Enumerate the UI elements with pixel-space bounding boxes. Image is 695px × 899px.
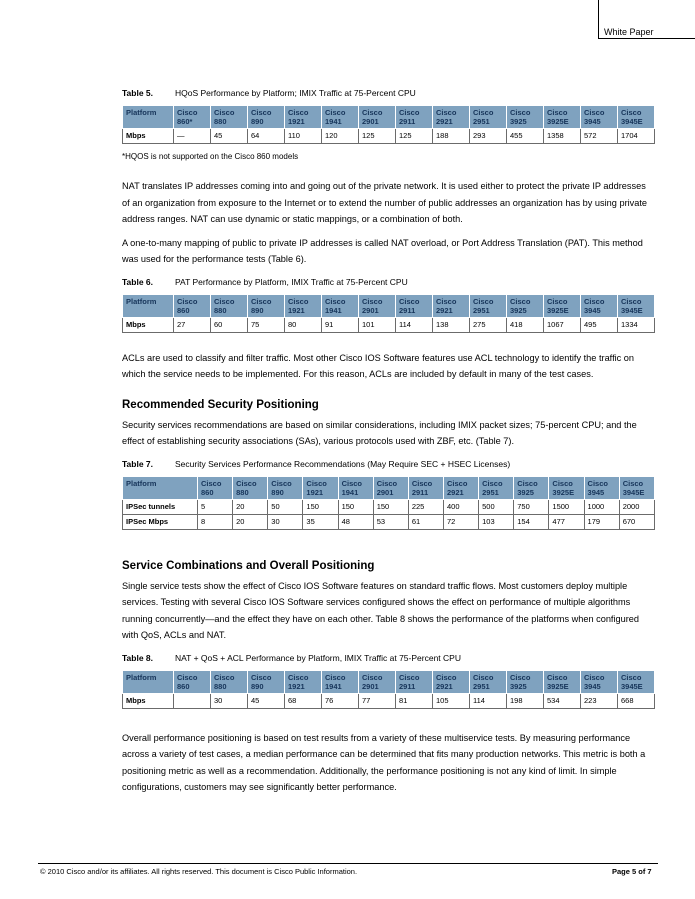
table-cell: 188 <box>433 129 470 144</box>
table-header-row <box>123 476 655 499</box>
row-label: IPSec tunnels <box>123 499 198 514</box>
table-cell: 114 <box>396 317 433 332</box>
column-header: Cisco 1921 <box>303 476 338 499</box>
table-cell: 1334 <box>618 317 655 332</box>
column-header: Cisco 2951 <box>470 106 507 129</box>
column-header: Cisco 3925 <box>514 476 549 499</box>
table-cell: 225 <box>408 499 443 514</box>
table-cell: 50 <box>268 499 303 514</box>
table-cell: 64 <box>248 129 285 144</box>
table-caption <box>122 653 655 663</box>
table-multiservice-performance <box>122 670 655 709</box>
column-header: Cisco 2901 <box>359 294 396 317</box>
table-cell: 179 <box>584 514 619 529</box>
header-divider <box>598 0 599 38</box>
table-cell: 81 <box>396 693 433 708</box>
table-cell: 1067 <box>544 317 581 332</box>
table-cell: 572 <box>581 129 618 144</box>
column-header: Cisco 3945 <box>581 670 618 693</box>
table-row <box>123 514 655 529</box>
table-caption <box>122 459 655 469</box>
column-header: Cisco 2921 <box>433 106 470 129</box>
table-cell: 477 <box>549 514 584 529</box>
table-cell: 293 <box>470 129 507 144</box>
table-cell: 103 <box>479 514 514 529</box>
table-row <box>123 499 655 514</box>
table-cell: 80 <box>285 317 322 332</box>
column-header: Cisco 3925E <box>544 106 581 129</box>
column-header: Cisco 3945E <box>619 476 654 499</box>
table-cell: 8 <box>198 514 233 529</box>
section-heading-combinations: Service Combinations and Overall Positioning <box>122 559 375 572</box>
table-cell: 125 <box>396 129 433 144</box>
row-label: IPSec Mbps <box>123 514 198 529</box>
table-cell: — <box>174 129 211 144</box>
column-header: Cisco 2911 <box>396 294 433 317</box>
paragraph-acl: ACLs are used to classify and filter traffic. Most other Cisco IOS Software features use ACL technology to identify the traffic on which the service needs to be implemented. For this reason, ACLs are included by default in many of the test cases. <box>122 352 635 379</box>
column-header: Cisco 1941 <box>322 106 359 129</box>
footer-page-number: Page 5 of 7 <box>612 867 652 876</box>
header-label: White Paper <box>604 27 654 37</box>
table-cell: 114 <box>470 693 507 708</box>
column-header: Cisco 860 <box>198 476 233 499</box>
table-caption <box>122 277 655 287</box>
column-header: Cisco 2921 <box>433 294 470 317</box>
column-header: Cisco 3945E <box>618 294 655 317</box>
table-cell: 1358 <box>544 129 581 144</box>
table-cell: 27 <box>174 317 211 332</box>
paragraph-security: Security services recommendations are based on similar considerations, including IMIX packet sizes; 75-percent CPU; and the effect of establishing security associations (SAs), various protocols used with ZBF, etc. (Table 7). <box>122 419 637 446</box>
table-row <box>123 693 655 708</box>
table-number: Table 5. <box>122 88 154 98</box>
column-header: Cisco 880 <box>211 670 248 693</box>
table-cell <box>174 693 211 708</box>
table-cell: 61 <box>408 514 443 529</box>
table-caption <box>122 88 655 98</box>
table-cell: 275 <box>470 317 507 332</box>
section-heading-security: Recommended Security Positioning <box>122 398 319 411</box>
table-cell: 45 <box>248 693 285 708</box>
page-header <box>0 0 695 40</box>
table-cell: 534 <box>544 693 581 708</box>
column-header: Cisco 2901 <box>359 106 396 129</box>
table-header-row <box>123 670 655 693</box>
column-header: Cisco 2921 <box>433 670 470 693</box>
column-header-platform: Platform <box>123 670 174 693</box>
table-security-performance <box>122 476 655 530</box>
column-header: Cisco 1921 <box>285 106 322 129</box>
table-cell: 72 <box>443 514 478 529</box>
table-cell: 154 <box>514 514 549 529</box>
table-cell: 45 <box>211 129 248 144</box>
table-hqos-performance <box>122 105 655 144</box>
table-cell: 60 <box>211 317 248 332</box>
column-header-platform: Platform <box>123 294 174 317</box>
column-header: Cisco 2921 <box>443 476 478 499</box>
table-cell: 400 <box>443 499 478 514</box>
table-cell: 198 <box>507 693 544 708</box>
table-cell: 150 <box>303 499 338 514</box>
column-header: Cisco 2901 <box>373 476 408 499</box>
table-cell: 20 <box>233 499 268 514</box>
table-cell: 418 <box>507 317 544 332</box>
column-header: Cisco 3925E <box>549 476 584 499</box>
column-header: Cisco 2901 <box>359 670 396 693</box>
column-header: Cisco 1941 <box>338 476 373 499</box>
table-cell: 30 <box>268 514 303 529</box>
table-cell: 2000 <box>619 499 654 514</box>
table-cell: 76 <box>322 693 359 708</box>
row-label: Mbps <box>123 317 174 332</box>
table-cell: 77 <box>359 693 396 708</box>
table-header-row <box>123 294 655 317</box>
table-cell: 1500 <box>549 499 584 514</box>
table-cell: 91 <box>322 317 359 332</box>
table-cell: 105 <box>433 693 470 708</box>
column-header: Cisco 3945E <box>618 670 655 693</box>
table-title: HQoS Performance by Platform; IMIX Traffic at 75-Percent CPU <box>175 88 416 98</box>
table-cell: 120 <box>322 129 359 144</box>
table-cell: 668 <box>618 693 655 708</box>
table-cell: 68 <box>285 693 322 708</box>
table-cell: 30 <box>211 693 248 708</box>
column-header: Cisco 880 <box>233 476 268 499</box>
column-header-platform: Platform <box>123 476 198 499</box>
table-pat-performance <box>122 294 655 333</box>
table-title: Security Services Performance Recommendations (May Require SEC + HSEC Licenses) <box>175 458 511 469</box>
table-cell: 125 <box>359 129 396 144</box>
column-header: Cisco 3925 <box>507 670 544 693</box>
main-content <box>122 88 655 796</box>
column-header: Cisco 1941 <box>322 670 359 693</box>
row-label: Mbps <box>123 129 174 144</box>
column-header: Cisco 1921 <box>285 670 322 693</box>
column-header: Cisco 2911 <box>408 476 443 499</box>
table-number: Table 7. <box>122 458 154 469</box>
table-cell: 750 <box>514 499 549 514</box>
column-header: Cisco 2911 <box>396 106 433 129</box>
column-header: Cisco 860* <box>174 106 211 129</box>
table-row <box>123 129 655 144</box>
column-header: Cisco 3945 <box>584 476 619 499</box>
table-header-row <box>123 106 655 129</box>
column-header: Cisco 2951 <box>470 294 507 317</box>
table-cell: 138 <box>433 317 470 332</box>
table-cell: 223 <box>581 693 618 708</box>
table-cell: 75 <box>248 317 285 332</box>
column-header: Cisco 3945E <box>618 106 655 129</box>
column-header: Cisco 2911 <box>396 670 433 693</box>
column-header: Cisco 890 <box>248 670 285 693</box>
column-header: Cisco 2951 <box>479 476 514 499</box>
paragraph-nat: NAT translates IP addresses coming into and going out of the private network. It is used either to protect the private IP addresses of an organization from exposure to the Internet or to extend the number of public addresses an organization has by using private address ranges. NAT can use dynamic or static mappings, or a combination of both. <box>122 181 648 224</box>
table-cell: 500 <box>479 499 514 514</box>
column-header: Cisco 2951 <box>470 670 507 693</box>
table-cell: 1000 <box>584 499 619 514</box>
column-header: Cisco 890 <box>248 106 285 129</box>
column-header: Cisco 3925 <box>507 106 544 129</box>
table-cell: 35 <box>303 514 338 529</box>
table-cell: 20 <box>233 514 268 529</box>
table-cell: 53 <box>373 514 408 529</box>
paragraph-pat: A one-to-many mapping of public to private IP addresses is called NAT overload, or Port Address Translation (PAT). This method was used for the performance tests (Table 6). <box>122 237 643 264</box>
header-rule <box>598 38 695 39</box>
table-cell: 670 <box>619 514 654 529</box>
table-row <box>123 317 655 332</box>
column-header: Cisco 890 <box>248 294 285 317</box>
table-cell: 150 <box>338 499 373 514</box>
column-header: Cisco 1941 <box>322 294 359 317</box>
table-title: NAT + QoS + ACL Performance by Platform, IMIX Traffic at 75-Percent CPU <box>175 652 461 663</box>
table-number: Table 8. <box>122 652 154 663</box>
table-cell: 495 <box>581 317 618 332</box>
paragraph-combinations: Single service tests show the effect of Cisco IOS Software features on standard traffic flows. Most customers deploy multiple services. Testing with several Cisco IOS Software services configured shows the effect on performance of multiple algorithms running concurrently—and the effect they have on each other. Table 8 shows the performance of the platforms when configured with QoS, ACLs and NAT. <box>122 580 640 640</box>
table-cell: 150 <box>373 499 408 514</box>
table-cell: 48 <box>338 514 373 529</box>
footer-copyright: © 2010 Cisco and/or its affiliates. All rights reserved. This document is Cisco Public Information. <box>40 867 358 876</box>
table-cell: 455 <box>507 129 544 144</box>
paragraph-overall: Overall performance positioning is based on test results from a variety of these multiservice tests. By measuring performance across a variety of test cases, a median performance can be determined that fits many production networks. This metric is both a positioning metric as well as a recommendation. Additionally, the performance positioning is not any kind of limit. In simple configurations, customers may see significantly better performance. <box>122 732 646 792</box>
table-footnote: *HQOS is not supported on the Cisco 860 models <box>122 152 299 161</box>
column-header: Cisco 3925E <box>544 670 581 693</box>
table-number: Table 6. <box>122 276 154 287</box>
column-header: Cisco 880 <box>211 106 248 129</box>
column-header: Cisco 3925E <box>544 294 581 317</box>
table-title: PAT Performance by Platform, IMIX Traffic at 75-Percent CPU <box>175 276 408 287</box>
table-cell: 5 <box>198 499 233 514</box>
row-label: Mbps <box>123 693 174 708</box>
column-header-platform: Platform <box>123 106 174 129</box>
column-header: Cisco 860 <box>174 294 211 317</box>
column-header: Cisco 3945 <box>581 294 618 317</box>
column-header: Cisco 860 <box>174 670 211 693</box>
column-header: Cisco 880 <box>211 294 248 317</box>
table-cell: 110 <box>285 129 322 144</box>
column-header: Cisco 890 <box>268 476 303 499</box>
column-header: Cisco 1921 <box>285 294 322 317</box>
table-cell: 101 <box>359 317 396 332</box>
footer-rule <box>38 863 658 864</box>
column-header: Cisco 3925 <box>507 294 544 317</box>
table-cell: 1704 <box>618 129 655 144</box>
column-header: Cisco 3945 <box>581 106 618 129</box>
